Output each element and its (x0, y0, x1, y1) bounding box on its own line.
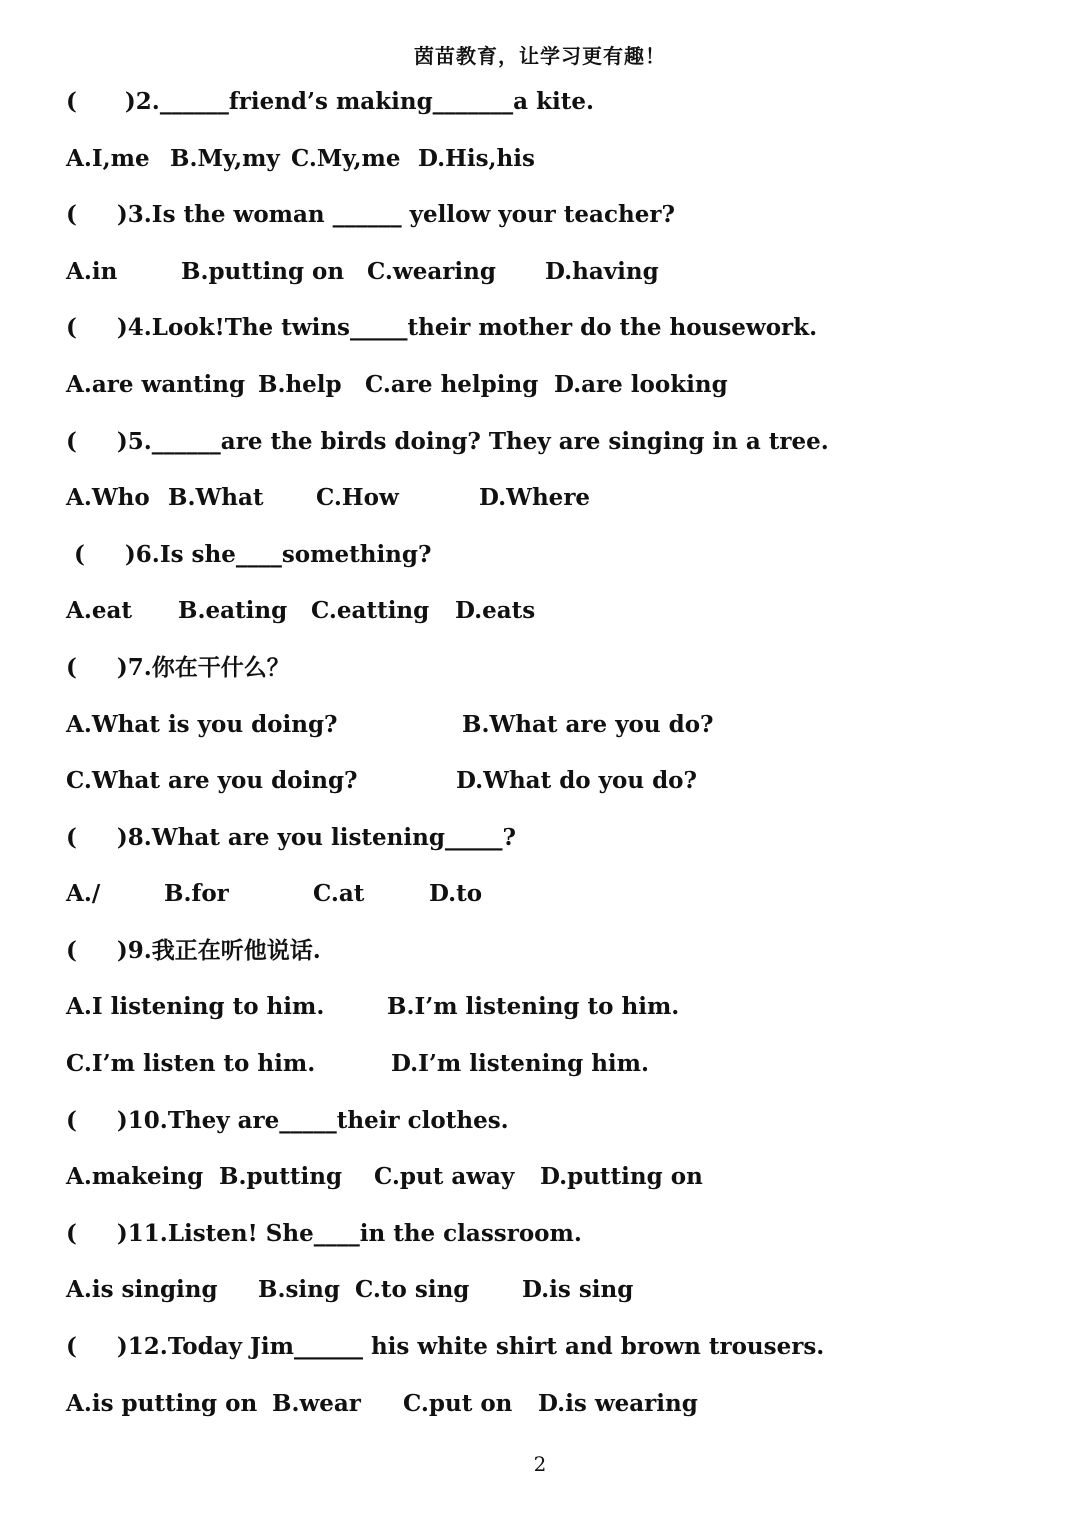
option-b: B.putting on (181, 258, 345, 285)
option-a: A.eat (66, 597, 133, 624)
option-d: D.eats (455, 597, 536, 624)
option-a: A.in (66, 258, 118, 285)
option-a: A.I,me (66, 145, 150, 172)
question-stem: ( )8.What are you listening_____? (66, 824, 516, 851)
option-a: A.are wanting (66, 371, 246, 398)
option-b: B.What (168, 484, 264, 511)
option-a: A.is singing (66, 1276, 218, 1303)
option-d: D.having (545, 258, 659, 285)
option-c: C.I’m listen to him. (66, 1050, 316, 1077)
option-a: A.What is you doing? (66, 711, 338, 738)
question-stem: ( )5.______are the birds doing? They are singing in a tree. (66, 428, 829, 455)
option-c: C.are helping (365, 371, 539, 398)
option-b: B.for (164, 880, 229, 907)
option-a: A.I listening to him. (66, 993, 325, 1020)
question-stem: ( )4.Look!The twins_____their mother do the housework. (66, 314, 818, 341)
option-b: B.sing (258, 1276, 340, 1303)
option-a: A.is putting on (66, 1390, 258, 1417)
option-d: D.His,his (418, 145, 535, 172)
option-a: A.makeing (66, 1163, 204, 1190)
option-c: C.My,me (291, 145, 401, 172)
option-b: B.I’m listening to him. (387, 993, 680, 1020)
option-c: C.at (313, 880, 365, 907)
option-d: D.is sing (522, 1276, 634, 1303)
question-stem: ( )2.______friend’s making_______a kite. (66, 88, 595, 115)
option-d: D.putting on (540, 1163, 703, 1190)
option-b: B.help (258, 371, 342, 398)
question-stem: ( )10.They are_____their clothes. (66, 1107, 509, 1134)
question-stem: ( )6.Is she____something? (66, 541, 432, 568)
question-stem: ( )7.你在干什么？ (66, 654, 290, 681)
option-c: C.put on (403, 1390, 513, 1417)
option-b: B.eating (178, 597, 288, 624)
option-d: D.I’m listening him. (391, 1050, 649, 1077)
page-header: 茵苗教育，让学习更有趣！ (414, 44, 666, 68)
option-b: B.My,my (170, 145, 280, 172)
option-a: A./ (66, 880, 101, 907)
question-stem: ( )3.Is the woman ______ yellow your teacher? (66, 201, 675, 228)
option-c: C.to sing (355, 1276, 470, 1303)
question-stem: ( )9.我正在听他说话. (66, 937, 321, 964)
option-d: D.to (429, 880, 483, 907)
option-b: B.wear (272, 1390, 361, 1417)
option-d: D.is wearing (538, 1390, 698, 1417)
option-d: D.What do you do? (456, 767, 697, 794)
option-d: D.Where (479, 484, 591, 511)
option-a: A.Who (66, 484, 150, 511)
option-c: C.put away (374, 1163, 515, 1190)
option-c: C.How (316, 484, 399, 511)
option-c: C.eatting (311, 597, 430, 624)
option-c: C.wearing (367, 258, 496, 285)
option-b: B.What are you do? (462, 711, 714, 738)
question-stem: ( )12.Today Jim______ his white shirt and brown trousers. (66, 1333, 825, 1360)
question-stem: ( )11.Listen! She____in the classroom. (66, 1220, 582, 1247)
page-number: 2 (533, 1452, 547, 1476)
option-c: C.What are you doing? (66, 767, 358, 794)
option-b: B.putting (219, 1163, 343, 1190)
option-d: D.are looking (554, 371, 728, 398)
